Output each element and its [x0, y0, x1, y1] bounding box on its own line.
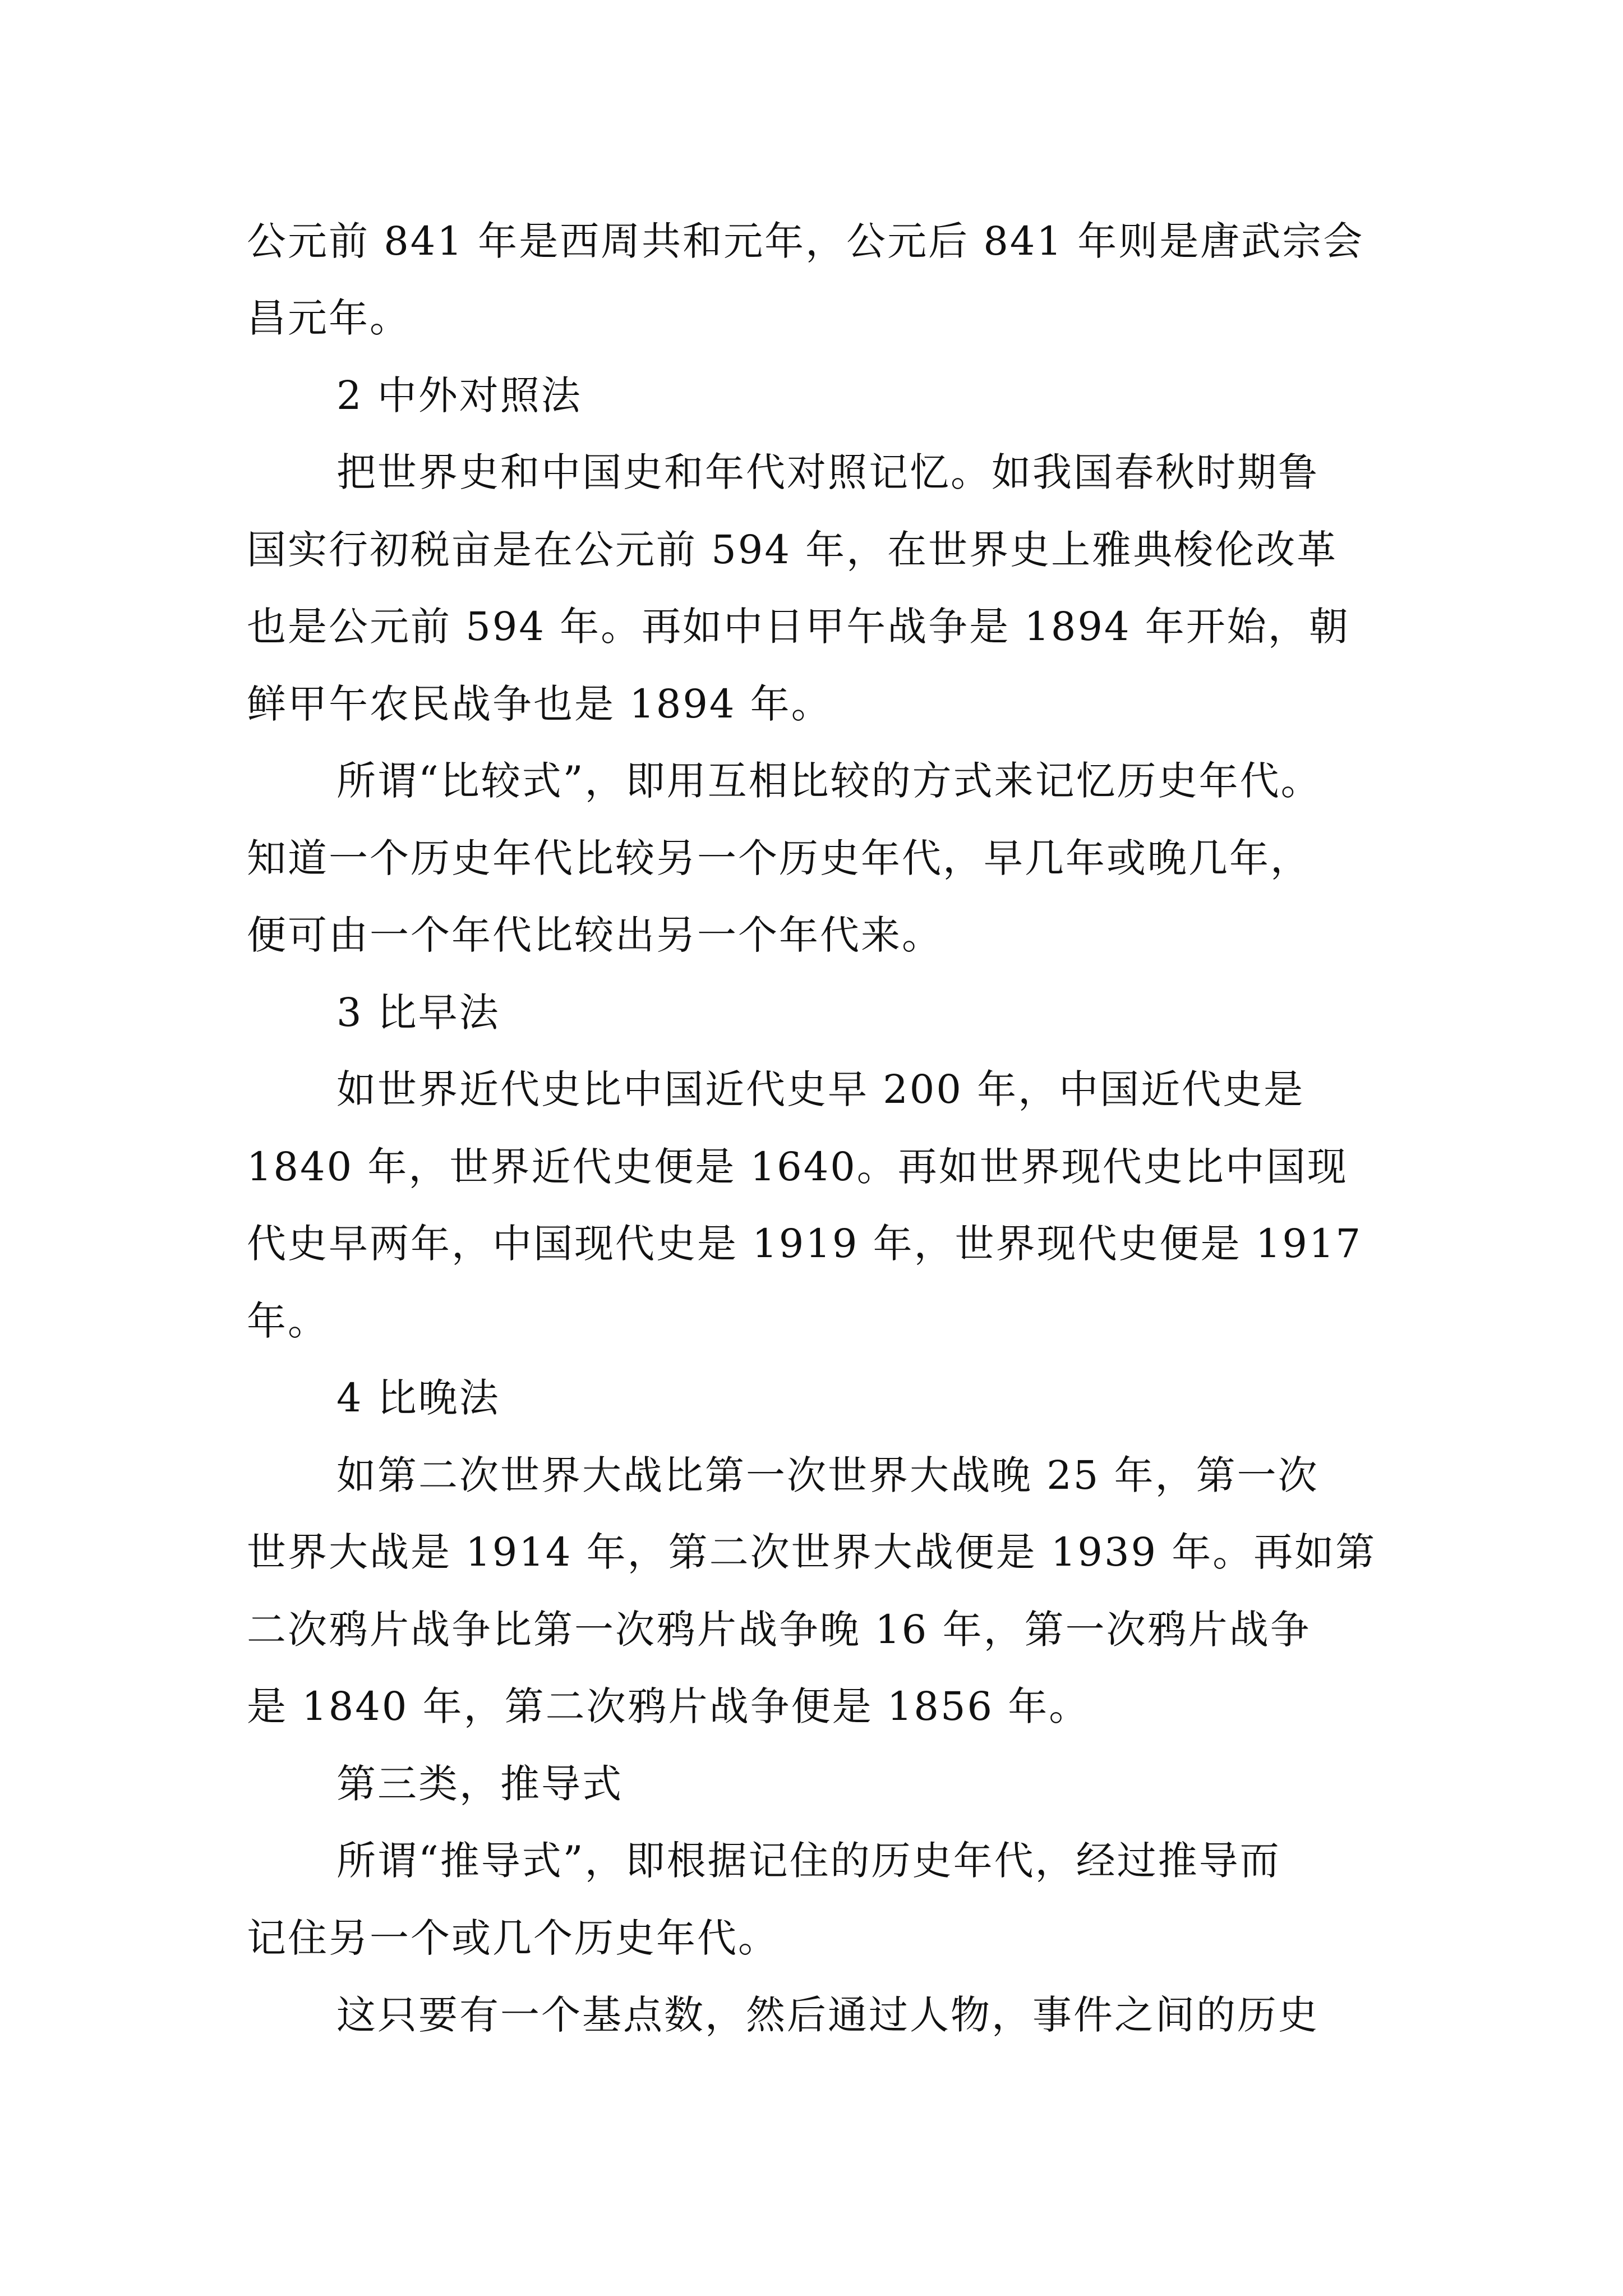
text-line: 是 1840 年，第二次鸦片战争便是 1856 年。 — [247, 1683, 1090, 1729]
section-heading: 2 中外对照法 — [336, 372, 582, 418]
text-line: 如第二次世界大战比第一次世界大战晚 25 年，第一次 — [336, 1452, 1319, 1498]
section-heading: 4 比晚法 — [336, 1375, 500, 1421]
section-heading: 3 比早法 — [336, 990, 500, 1036]
text-line: 把世界史和中国史和年代对照记忆。如我国春秋时期鲁 — [336, 449, 1319, 495]
text-line: 这只要有一个基点数，然后通过人物，事件之间的历史 — [336, 1992, 1319, 2038]
section-heading: 第三类，推导式 — [336, 1761, 623, 1807]
text-line: 代史早两年，中国现代史是 1919 年，世界现代史便是 1917 — [247, 1221, 1363, 1267]
text-line: 所谓“比较式”，即用互相比较的方式来记忆历史年代。 — [336, 758, 1322, 804]
text-line: 1840 年，世界近代史便是 1640。再如世界现代史比中国现 — [247, 1144, 1348, 1190]
text-line: 所谓“推导式”，即根据记住的历史年代，经过推导而 — [336, 1838, 1281, 1884]
text-line: 国实行初税亩是在公元前 594 年，在世界史上雅典梭伦改革 — [247, 527, 1338, 573]
text-line: 知道一个历史年代比较另一个历史年代，早几年或晚几年， — [247, 835, 1311, 881]
text-line: 便可由一个年代比较出另一个年代来。 — [247, 912, 943, 958]
text-line: 如世界近代史比中国近代史早 200 年，中国近代史是 — [336, 1066, 1305, 1112]
text-line: 昌元年。 — [247, 295, 411, 341]
text-line: 公元前 841 年是西周共和元年，公元后 841 年则是唐武宗会 — [247, 218, 1364, 264]
text-line: 年。 — [247, 1298, 329, 1344]
text-line: 也是公元前 594 年。再如中日甲午战争是 1894 年开始，朝 — [247, 604, 1350, 650]
text-line: 记住另一个或几个历史年代。 — [247, 1915, 779, 1961]
text-line: 二次鸦片战争比第一次鸦片战争晚 16 年，第一次鸦片战争 — [247, 1607, 1311, 1653]
text-line: 鲜甲午农民战争也是 1894 年。 — [247, 681, 832, 727]
text-line: 世界大战是 1914 年，第二次世界大战便是 1939 年。再如第 — [247, 1529, 1377, 1575]
